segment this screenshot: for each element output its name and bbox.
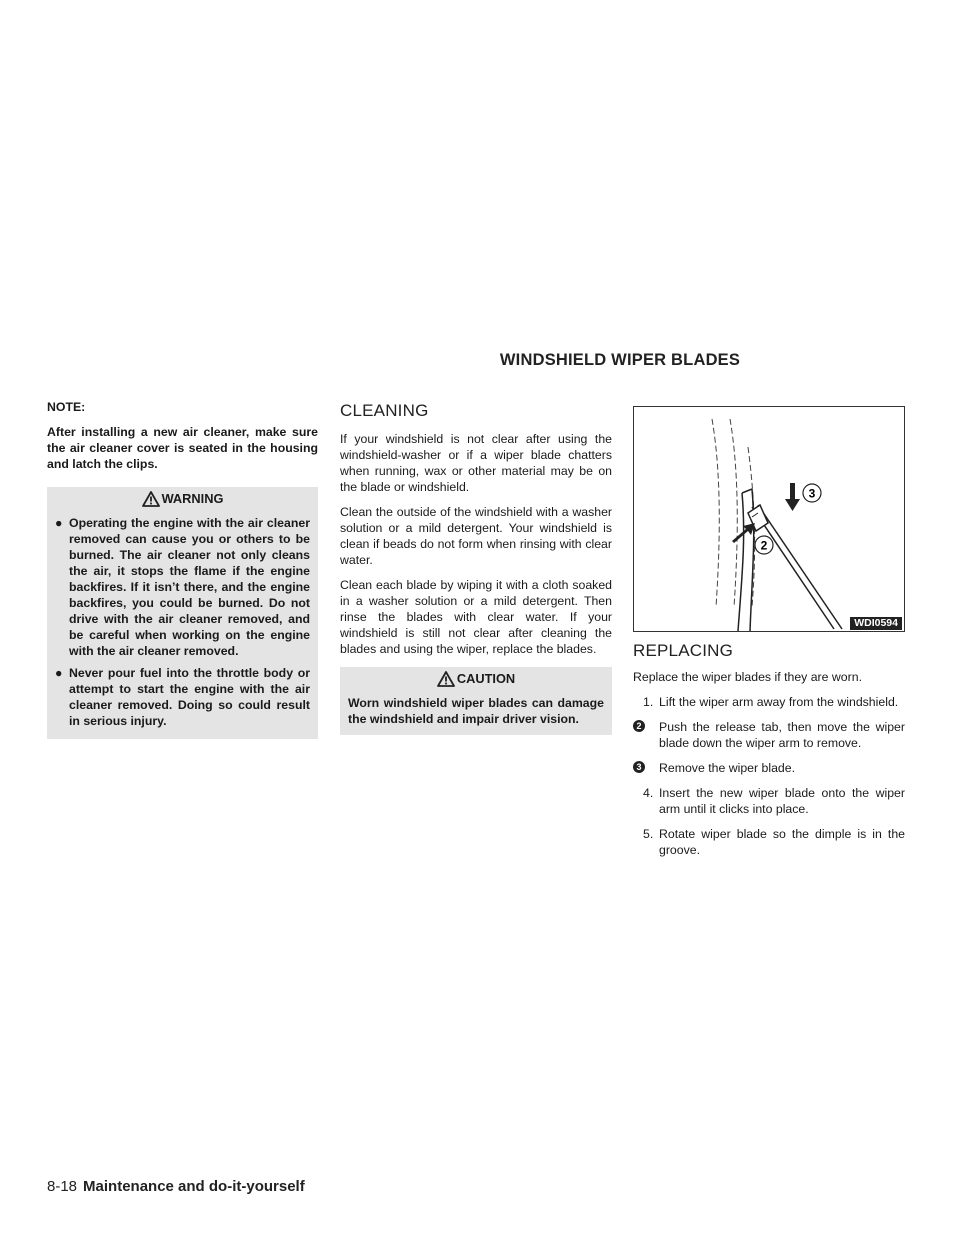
caution-header — [340, 667, 612, 691]
replacing-steps — [633, 694, 905, 858]
step-item: 2 Push the release tab, then move the wiper blade down the wiper arm to remove. — [633, 719, 905, 751]
caution-text: Worn windshield wiper blades can damage the windshield and impair driver vision. — [348, 696, 604, 726]
page-number: 8-18 — [47, 1178, 78, 1195]
note-text: After installing a new air cleaner, make sure the air cleaner cover is seated in the housing and latch the clips. — [47, 425, 318, 471]
page-footer — [47, 1178, 305, 1195]
warning-box — [47, 487, 318, 739]
cleaning-paragraph: If your windshield is not clear after using the windshield-washer or if a wiper blade chatters when running, wax or other material may be on the blade or windshield. — [340, 432, 612, 494]
warning-header — [47, 487, 318, 511]
cleaning-heading: CLEANING — [340, 401, 429, 420]
warning-item: ● Never pour fuel into the throttle body or attempt to start the engine with the air cleaner removed. Doing so could result in serious injury. — [55, 666, 310, 728]
warning-label: WARNING — [161, 491, 224, 506]
step-item: 4. Insert the new wiper blade onto the wiper arm until it clicks into place. — [643, 786, 905, 816]
step-item: 5. Rotate wiper blade so the dimple is in the groove. — [643, 827, 905, 857]
replacing-heading: REPLACING — [633, 641, 734, 660]
section-title: WINDSHIELD WIPER BLADES — [499, 351, 741, 369]
cleaning-paragraph: Clean the outside of the windshield with a washer solution or a mild detergent. Your windshield is clean if beads do not form when rinsing with clear water. — [340, 505, 612, 567]
chapter-title: Maintenance and do-it-yourself — [83, 1178, 305, 1195]
caution-box — [340, 667, 612, 735]
figure-id: WDI0594 — [850, 617, 902, 630]
left-column — [47, 399, 318, 739]
figure-callout-2: 2 — [760, 538, 768, 553]
caution-icon — [437, 671, 455, 687]
step-item: 3 Remove the wiper blade. — [633, 760, 905, 776]
warning-list — [47, 515, 318, 729]
figure-callout-3: 3 — [808, 486, 816, 501]
warning-item: ● Operating the engine with the air cleaner removed can cause you or others to be burned. The air cleaner not only cleans the air, it stops the flame if the engine backfires. If it isn’t there, and the engine backfires, you could be burned. Do not drive with the air cleaner removed, and be careful when working on the engine with the air cleaner removed. — [55, 516, 310, 658]
wiper-figure — [633, 406, 905, 632]
caution-label: CAUTION — [456, 671, 516, 686]
note-label: NOTE: — [47, 400, 86, 414]
cleaning-column — [340, 399, 612, 735]
wiper-illustration — [634, 407, 904, 631]
step-circle-2: 2 — [633, 720, 645, 732]
warning-icon — [142, 491, 160, 507]
replacing-column — [633, 406, 905, 867]
replacing-intro: Replace the wiper blades if they are worn. — [633, 670, 862, 684]
step-circle-3: 3 — [633, 761, 645, 773]
step-item: 1. Lift the wiper arm away from the windshield. — [643, 695, 899, 709]
cleaning-paragraph: Clean each blade by wiping it with a cloth soaked in a washer solution or a mild detergent. Then rinse the blades with clear water. If your windshield is still not clear after cleaning the blades and using the wiper, replace the blades. — [340, 578, 612, 656]
